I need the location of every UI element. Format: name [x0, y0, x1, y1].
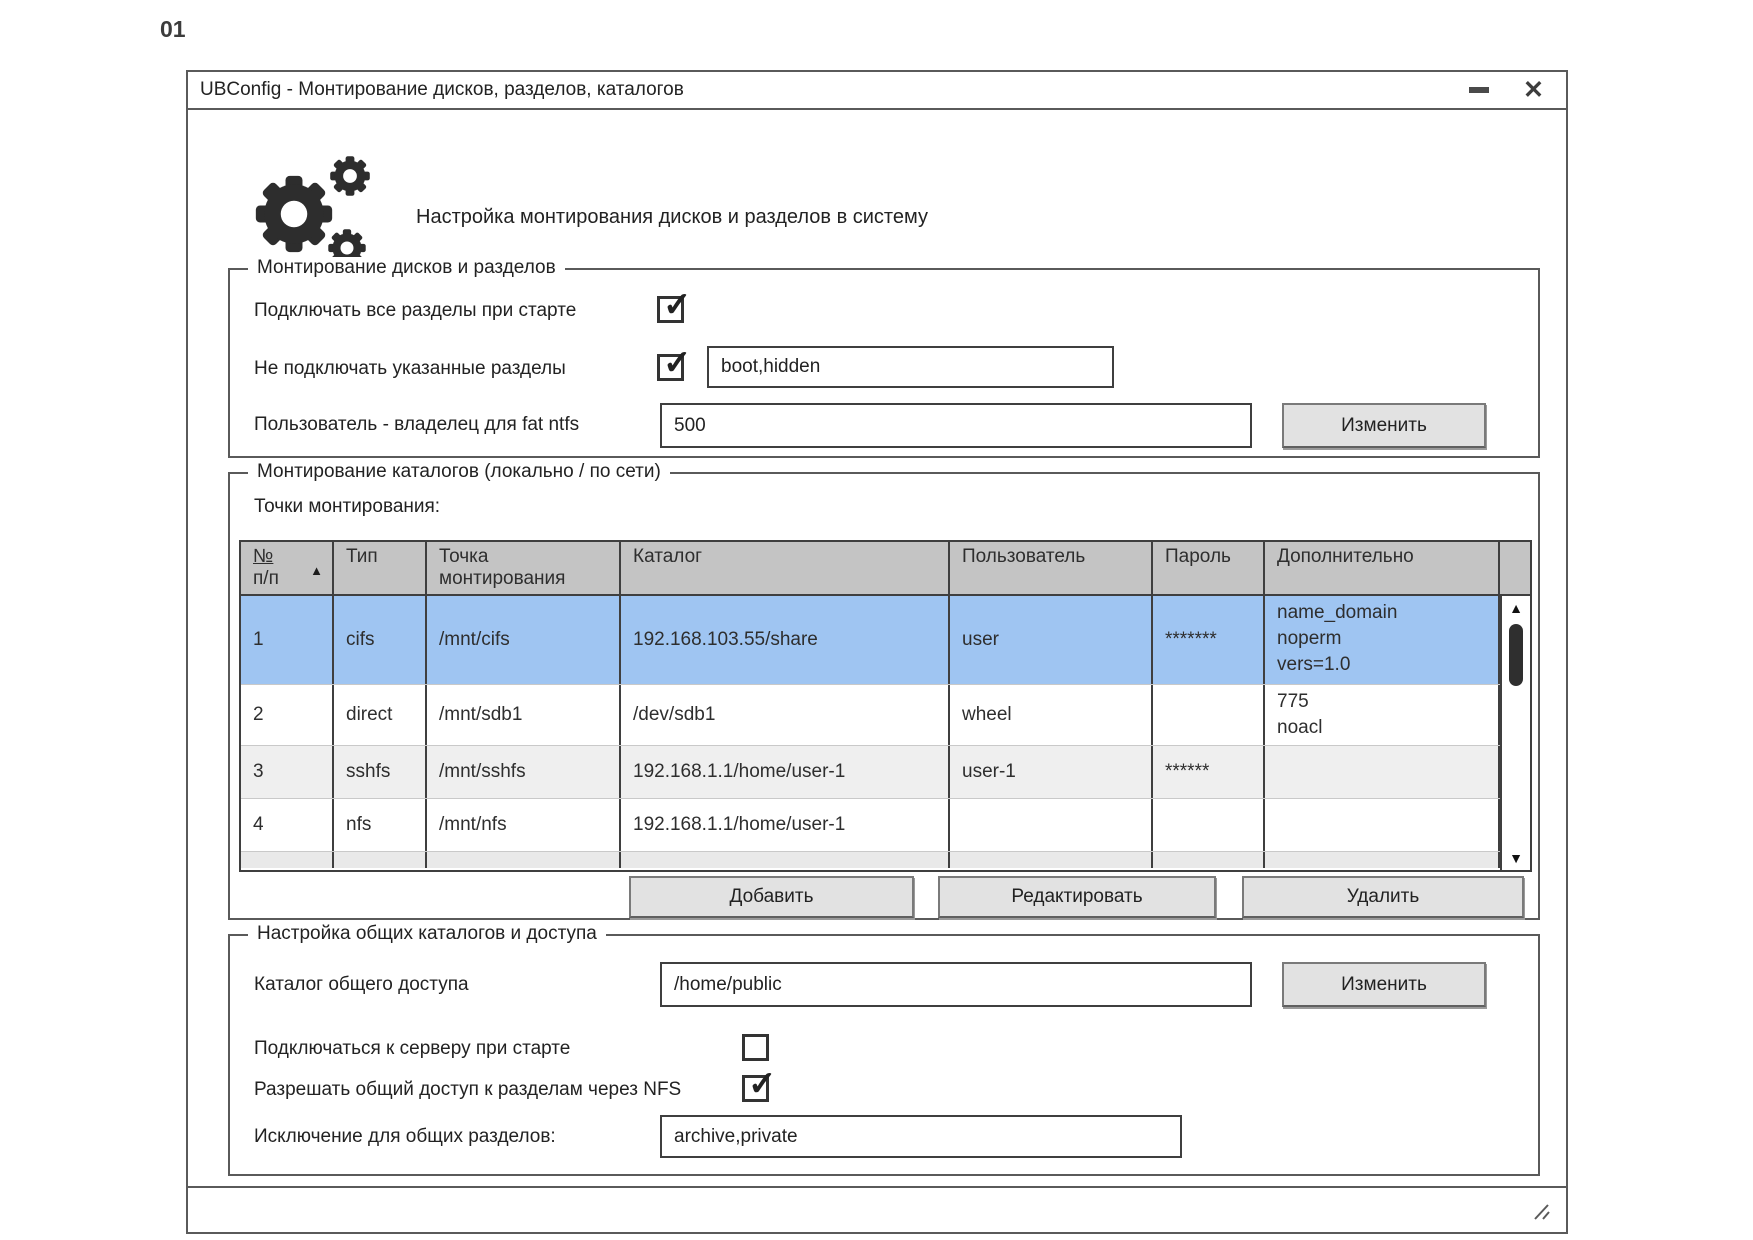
- app-window: [186, 70, 1568, 1234]
- col-num[interactable]: [241, 542, 334, 594]
- col-num-line1: №: [253, 546, 274, 567]
- group-catalog-title: Монтирование каталогов (локально / по сети): [248, 461, 670, 483]
- share-exclusion-label: Исключение для общих разделов:: [254, 1126, 556, 1147]
- table-row[interactable]: 2 direct /mnt/sdb1 /dev/sdb1 wheel 775 noacl: [241, 684, 1530, 745]
- scrollbar-thumb[interactable]: [1509, 624, 1523, 686]
- col-password[interactable]: Пароль: [1153, 542, 1265, 594]
- exclude-partitions-label: Не подключать указанные разделы: [254, 358, 566, 379]
- change-share-dir-button[interactable]: Изменить: [1282, 962, 1486, 1007]
- add-button[interactable]: Добавить: [629, 876, 914, 918]
- col-user[interactable]: Пользователь: [950, 542, 1153, 594]
- table-header-row: [241, 542, 1530, 596]
- checkmark-icon: ✓: [663, 344, 692, 382]
- table-row-partial: [241, 851, 1530, 868]
- fat-ntfs-owner-label: Пользователь - владелец для fat ntfs: [254, 414, 580, 435]
- table-scrollbar[interactable]: [1500, 596, 1530, 870]
- close-icon[interactable]: ✕: [1523, 75, 1544, 104]
- exclude-partitions-input[interactable]: [707, 346, 1114, 388]
- change-owner-button[interactable]: Изменить: [1282, 403, 1486, 448]
- group-disk-title: Монтирование дисков и разделов: [248, 257, 565, 279]
- delete-button[interactable]: Удалить: [1242, 876, 1524, 918]
- app-subtitle: Настройка монтирования дисков и разделов в систему: [416, 206, 928, 228]
- checkmark-icon: ✓: [748, 1065, 777, 1103]
- status-bar: [188, 1186, 1566, 1230]
- group-shared-access: [228, 923, 1540, 1176]
- connect-on-start-label: Подключаться к серверу при старте: [254, 1038, 571, 1059]
- nfs-share-label: Разрешать общий доступ к разделам через NFS: [254, 1079, 682, 1100]
- window-title: UBConfig - Монтирование дисков, разделов, каталогов: [200, 79, 684, 100]
- scroll-down-icon[interactable]: ▼: [1509, 850, 1523, 866]
- share-exclusion-input[interactable]: [660, 1115, 1182, 1158]
- col-mount-point[interactable]: Точка монтирования: [427, 542, 621, 594]
- edit-button[interactable]: Редактировать: [938, 876, 1216, 918]
- share-dir-label: Каталог общего доступа: [254, 974, 469, 995]
- col-type[interactable]: Тип: [334, 542, 427, 594]
- group-disk-mounting: [228, 257, 1540, 458]
- table-row[interactable]: 4 nfs /mnt/nfs 192.168.1.1/home/user-1: [241, 798, 1530, 851]
- page-number-label: 01: [160, 16, 186, 42]
- resize-grip-icon[interactable]: [1532, 1203, 1552, 1221]
- mount-all-checkbox[interactable]: [657, 286, 692, 324]
- nfs-share-checkbox[interactable]: [742, 1065, 777, 1103]
- window-content: [188, 110, 1566, 1186]
- col-num-line2: п/п: [253, 568, 279, 589]
- mount-points-label: Точки монтирования:: [254, 496, 441, 517]
- title-bar: [188, 72, 1566, 110]
- mount-points-table: [239, 540, 1532, 872]
- col-extra[interactable]: Дополнительно: [1265, 542, 1500, 594]
- group-catalog-mounting: [228, 461, 1540, 920]
- table-row-selected[interactable]: 1 cifs /mnt/cifs 192.168.103.55/share user ******* name_domain noperm vers=1.0: [241, 596, 1530, 684]
- group-shared-title: Настройка общих каталогов и доступа: [248, 923, 606, 945]
- connect-on-start-checkbox[interactable]: [742, 1034, 769, 1061]
- checkmark-icon: ✓: [663, 286, 692, 324]
- mount-all-label: Подключать все разделы при старте: [254, 300, 577, 321]
- sort-asc-icon[interactable]: ▲: [310, 563, 323, 578]
- fat-ntfs-owner-input[interactable]: [660, 403, 1252, 448]
- share-dir-input[interactable]: [660, 962, 1252, 1007]
- scroll-up-icon[interactable]: ▲: [1509, 600, 1523, 616]
- minimize-icon[interactable]: [1469, 87, 1489, 93]
- table-row[interactable]: 3 sshfs /mnt/sshfs 192.168.1.1/home/user-1 user-1 ******: [241, 745, 1530, 798]
- exclude-partitions-checkbox[interactable]: [657, 344, 692, 382]
- col-catalog[interactable]: Каталог: [621, 542, 950, 594]
